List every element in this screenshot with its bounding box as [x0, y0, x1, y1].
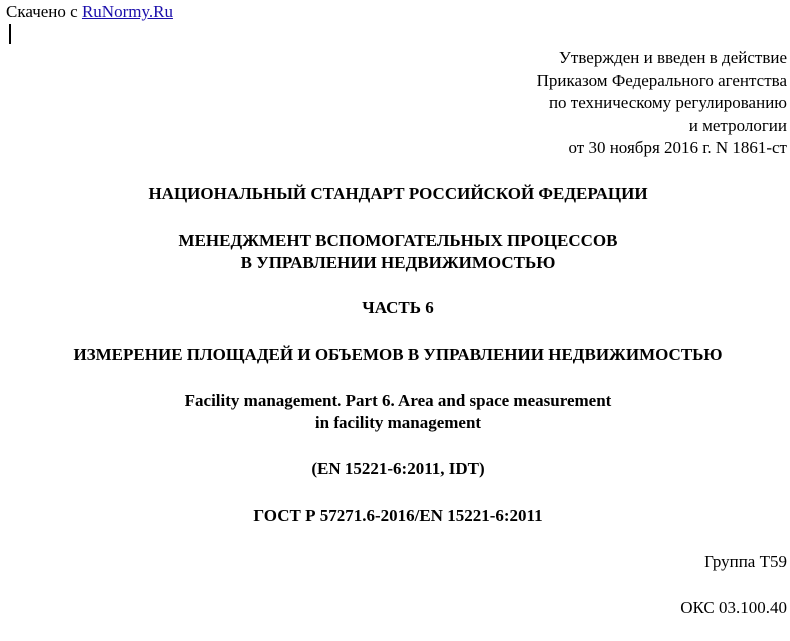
- approval-line: и метрологии: [688, 115, 787, 135]
- subtitle-heading: [0, 344, 790, 366]
- group-label: Группа Т59: [704, 552, 787, 571]
- document-title-line1: МЕНЕДЖМЕНТ ВСПОМОГАТЕЛЬНЫХ ПРОЦЕССОВ: [178, 231, 618, 250]
- english-title: [0, 390, 790, 434]
- standard-type-text: НАЦИОНАЛЬНЫЙ СТАНДАРТ РОССИЙСКОЙ ФЕДЕРАЦИИ: [148, 184, 648, 203]
- source-prefix: Скачено с: [6, 2, 78, 21]
- approval-line: от 30 ноября 2016 г. N 1861-ст: [568, 138, 787, 158]
- source-line: [6, 2, 173, 22]
- oks-label: ОКС 03.100.40: [680, 598, 787, 617]
- gost-designation-text: ГОСТ Р 57271.6-2016/EN 15221-6:2011: [253, 506, 543, 525]
- en-reference-text: (EN 15221-6:2011, IDT): [311, 459, 485, 478]
- part-heading: [0, 297, 790, 319]
- part-text: ЧАСТЬ 6: [362, 298, 434, 317]
- english-title-line2: in facility management: [314, 413, 482, 432]
- approval-line: по техническому регулированию: [548, 93, 787, 113]
- approval-block: [537, 47, 787, 160]
- document-title: [0, 230, 790, 274]
- en-reference: [0, 458, 790, 480]
- approval-line: Приказом Федерального агентства: [536, 70, 787, 90]
- subtitle-text: ИЗМЕРЕНИЕ ПЛОЩАДЕЙ И ОБЪЕМОВ В УПРАВЛЕНИИ НЕДВИЖИМОСТЬЮ: [73, 345, 723, 364]
- text-cursor: [9, 24, 11, 44]
- standard-type-heading: [0, 183, 790, 205]
- approval-line: Утвержден и введен в действие: [558, 48, 787, 67]
- document-title-line2: В УПРАВЛЕНИИ НЕДВИЖИМОСТЬЮ: [240, 253, 556, 272]
- gost-designation: [0, 505, 790, 527]
- source-link[interactable]: RuNormy.Ru: [81, 2, 173, 21]
- english-title-line1: Facility management. Part 6. Area and space measurement: [184, 391, 612, 410]
